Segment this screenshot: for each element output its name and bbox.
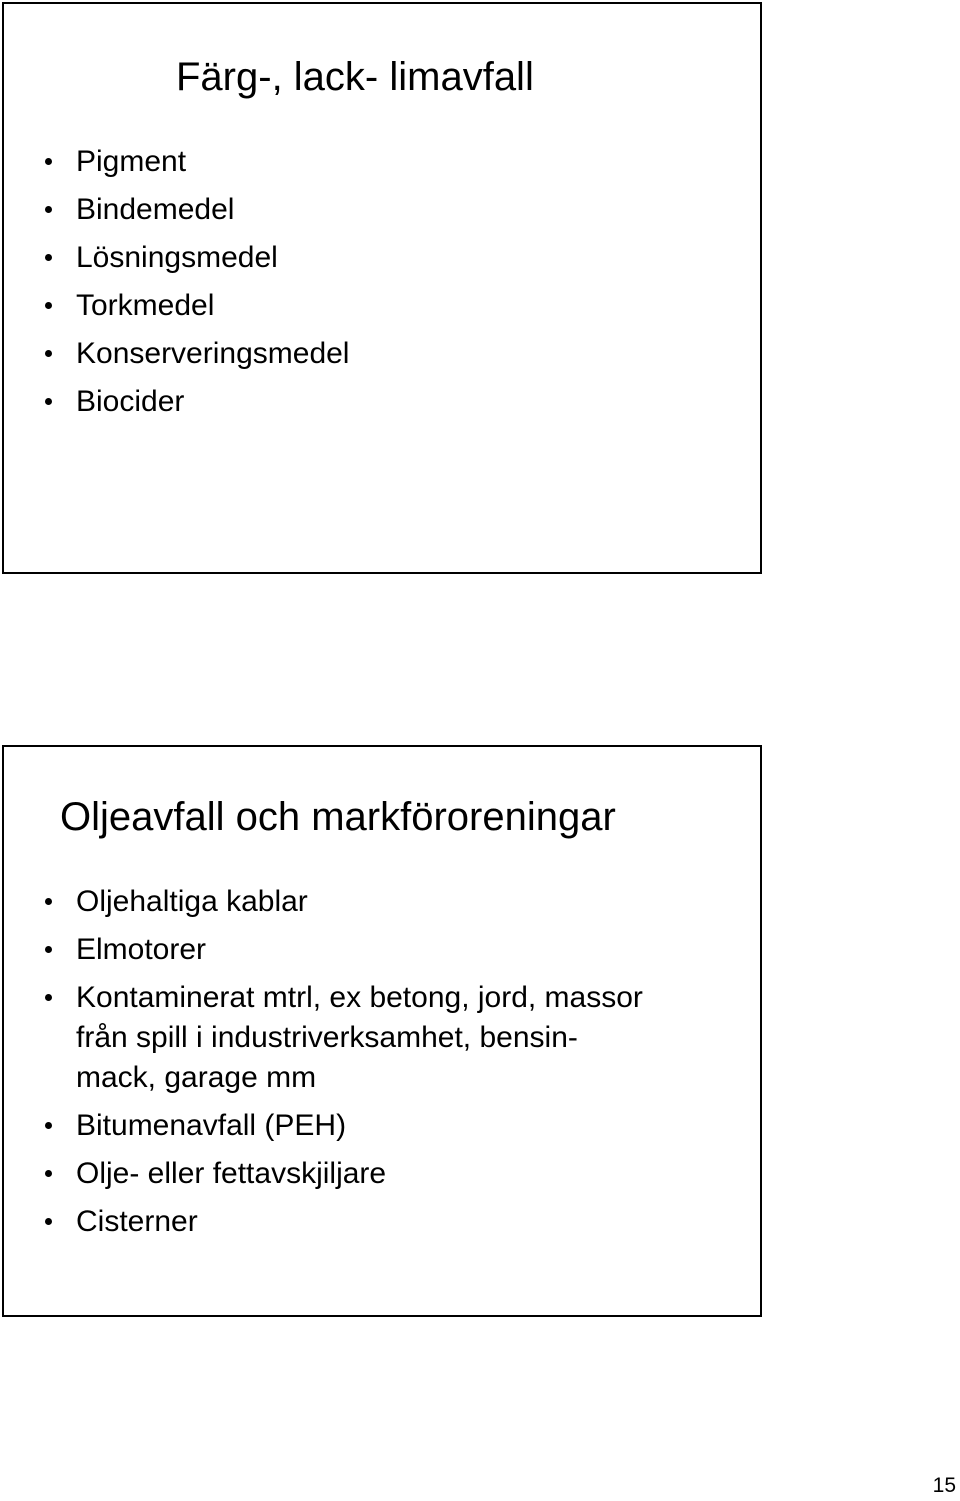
slide-title: Oljeavfall och markföroreningar xyxy=(60,795,616,839)
bullet-item xyxy=(4,1154,744,1194)
bullet-icon xyxy=(45,1218,52,1225)
bullet-item xyxy=(4,978,744,1098)
bullet-text: Bindemedel xyxy=(76,193,235,226)
bullet-icon xyxy=(45,946,52,953)
bullet-icon xyxy=(45,158,52,165)
bullet-icon xyxy=(45,302,52,309)
bullet-text: Lösningsmedel xyxy=(76,241,278,274)
bullet-item xyxy=(4,190,744,230)
slide-farg-lack-limavfall xyxy=(2,2,762,574)
bullet-text: Cisterner xyxy=(76,1205,198,1238)
bullet-item xyxy=(4,382,744,422)
bullet-icon xyxy=(45,350,52,357)
bullet-item xyxy=(4,930,744,970)
bullet-text: Elmotorer xyxy=(76,933,207,966)
bullet-icon xyxy=(45,1122,52,1129)
bullet-icon xyxy=(45,898,52,905)
bullet-icon xyxy=(45,206,52,213)
bullet-list xyxy=(4,142,744,430)
bullet-text: Torkmedel xyxy=(76,289,215,322)
bullet-text: Kontaminerat mtrl, ex betong, jord, massor från spill i industriverksamhet, bensin- mack, garage mm xyxy=(76,981,643,1094)
bullet-item xyxy=(4,334,744,374)
bullet-item xyxy=(4,1202,744,1242)
page-number: 15 xyxy=(932,1474,956,1497)
slide-oljeavfall xyxy=(2,745,762,1317)
bullet-icon xyxy=(45,254,52,261)
bullet-text: Oljehaltiga kablar xyxy=(76,885,308,918)
bullet-text: Bitumenavfall (PEH) xyxy=(76,1109,347,1142)
bullet-icon xyxy=(45,398,52,405)
bullet-icon xyxy=(45,994,52,1001)
bullet-item xyxy=(4,882,744,922)
slide-title: Färg-, lack- limavfall xyxy=(176,55,534,99)
bullet-item xyxy=(4,1106,744,1146)
bullet-item xyxy=(4,238,744,278)
bullet-item xyxy=(4,286,744,326)
bullet-icon xyxy=(45,1170,52,1177)
bullet-text: Konserveringsmedel xyxy=(76,337,350,370)
bullet-text: Biocider xyxy=(76,385,185,418)
bullet-item xyxy=(4,142,744,182)
bullet-list xyxy=(4,882,744,1250)
bullet-text: Pigment xyxy=(76,145,187,178)
bullet-text: Olje- eller fettavskjiljare xyxy=(76,1157,387,1190)
